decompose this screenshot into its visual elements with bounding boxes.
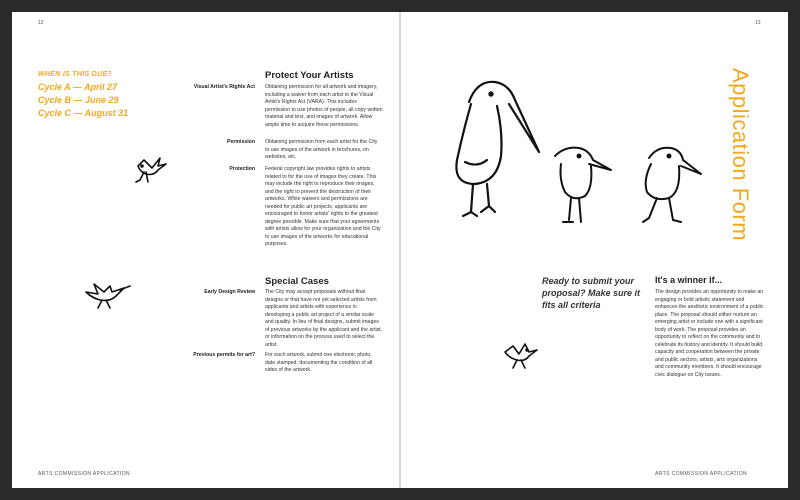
ready-callout: Ready to submit your proposal? Make sure it fits all criteria xyxy=(542,276,641,311)
protection-label: Protection xyxy=(229,166,255,172)
permission-label: Permission xyxy=(227,139,255,145)
protection-text: Federal copyright law provides rights to artists related to for the use of images they create. This may include the right to reproduce their images, and the right to prevent the destruction of their artworks. While waivers and permissions are needed for public art projects, applicants are encouraged to honor artists' rights to the greatest degree possible. Make sure that your agreements with artists allow for your organization and the City to use images of the artworks for educational purposes. xyxy=(265,166,381,248)
bird-drawing xyxy=(82,278,134,314)
page-footer: ARTS COMMISSION APPLICATION xyxy=(38,471,131,477)
page-footer: ARTS COMMISSION APPLICATION xyxy=(655,471,748,477)
special-heading: Special Cases xyxy=(265,276,329,287)
application-form-title: Application Form xyxy=(728,68,753,242)
early-review-label: Early Design Review xyxy=(204,289,255,295)
bird-drawing xyxy=(130,152,170,188)
vara-text: Obtaining permission for all artwork and imagery, including a waiver from each artist to the Visual Artist's Rights Act (VARA). This includes permission to use photos of people, all copy written material and text, and images of artwork. Allow ample time to acquire these permissions. xyxy=(265,84,383,128)
previous-permits-label: Previous permits for art? xyxy=(193,352,255,358)
due-title: WHEN IS THIS DUE? xyxy=(38,71,112,78)
bird-drawing xyxy=(447,72,547,222)
previous-permits-text: For each artwork, submit one electronic photo, date stamped, documenting the condition of all sides of the artwork. xyxy=(265,352,373,374)
bird-drawing xyxy=(549,142,613,228)
left-page xyxy=(12,12,399,488)
cycle-a: Cycle A — April 27 xyxy=(38,82,118,92)
bird-drawing xyxy=(501,336,541,372)
right-page xyxy=(401,12,788,488)
winner-heading: It's a winner if... xyxy=(655,275,723,285)
permission-text: Obtaining permission from each artist for the City to use images of the artwork in brochures, on websites, etc. xyxy=(265,139,378,161)
cycle-c: Cycle C — August 31 xyxy=(38,108,129,118)
cycle-b: Cycle B — June 29 xyxy=(38,95,119,105)
vara-label: Visual Artist's Rights Act xyxy=(193,84,255,90)
page-number: 13 xyxy=(755,20,761,26)
early-review-text: The City may accept proposals without final designs or that have not yet selected artists from applicants and artists with experience in developing a public art project of a similar scale and quality. In lieu of final designs, submit images of previous artworks by the applicant and the artist, or information on the process used to select the artist. xyxy=(265,289,383,348)
winner-text: The design provides an opportunity to make an engaging or bold artistic statement and enhances the aesthetic environment of a public place. The proposal should either nurture an emerging artist or include one with a significant body of work. The proposal provides an opportunity to reflect on the community and to celebrate its history and identity. It should build capacity and cooperation between the private and public sectors, artists, arts organizations and community members. It should encourage civic dialogue on City issues. xyxy=(655,289,764,378)
protect-heading: Protect Your Artists xyxy=(265,70,354,81)
bird-drawing xyxy=(635,142,703,228)
page-number: 12 xyxy=(38,20,44,26)
